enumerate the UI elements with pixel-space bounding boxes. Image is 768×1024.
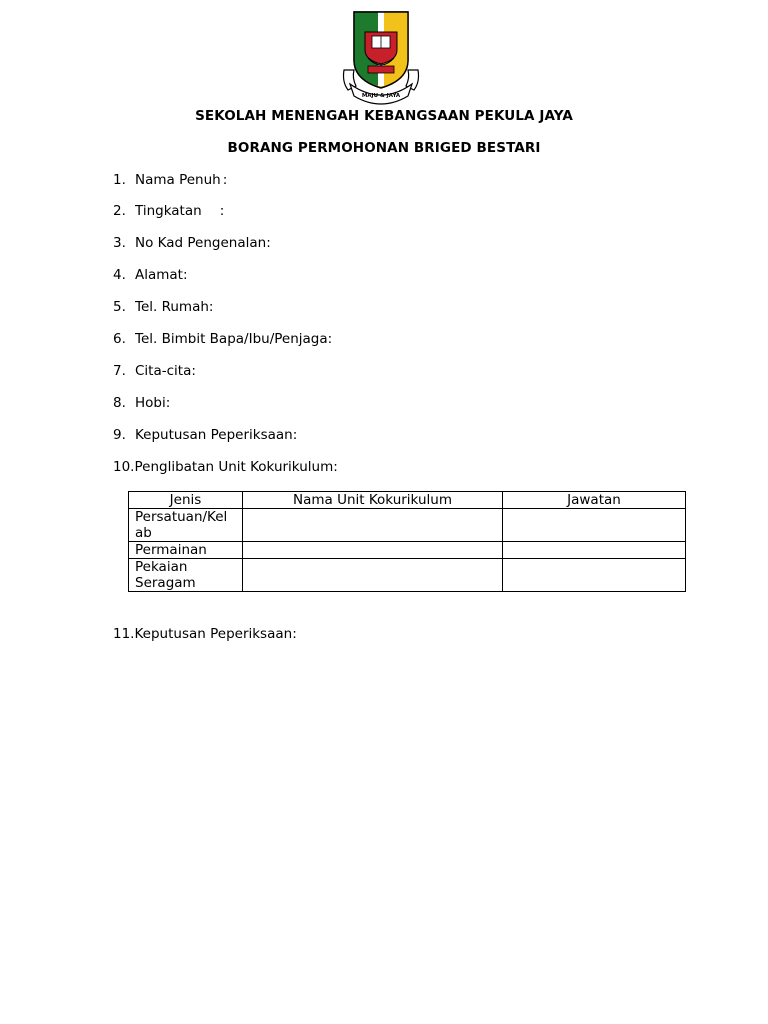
field-label: Nama Penuh <box>135 172 221 188</box>
field-separator: : <box>165 395 171 411</box>
jenis-label: Pekaian Seragam <box>135 559 196 591</box>
field-tel-bimbit <box>113 331 332 347</box>
field-label: Cita-cita <box>135 363 192 379</box>
form-title: BORANG PERMOHONAN BRIGED BESTARI <box>227 140 541 156</box>
field-number: 2. <box>113 203 126 219</box>
cell-nama-unit[interactable] <box>243 509 503 542</box>
field-keputusan-peperiksaan <box>113 427 297 443</box>
field-no-kad-pengenalan <box>113 235 271 251</box>
field-number: 6. <box>113 331 126 347</box>
field-penglibatan-unit <box>113 459 338 475</box>
field-tingkatan <box>113 203 224 219</box>
field-label: Tel. Rumah <box>135 299 209 315</box>
field-separator: : <box>219 203 225 219</box>
field-separator: : <box>266 235 271 251</box>
field-number: 11. <box>113 626 135 642</box>
field-label: No Kad Pengenalan <box>135 235 267 251</box>
field-number: 8. <box>113 395 126 411</box>
table-row <box>129 559 686 592</box>
field-number: 5. <box>113 299 126 315</box>
table-row <box>129 542 686 559</box>
cell-nama-unit[interactable] <box>243 542 503 559</box>
field-cita-cita <box>113 363 196 379</box>
crest-motto: MAJU & JAYA <box>361 93 401 99</box>
field-label: Tingkatan <box>135 203 202 219</box>
cell-jenis <box>129 509 243 542</box>
field-label: Alamat <box>135 267 183 283</box>
field-keputusan-peperiksaan-2 <box>113 626 297 642</box>
field-label: Keputusan Peperiksaan <box>135 427 293 443</box>
field-label: Penglibatan Unit Kokurikulum <box>134 459 334 475</box>
cell-jawatan[interactable] <box>503 542 686 559</box>
field-separator: : <box>182 267 188 283</box>
kokurikulum-table <box>128 491 686 592</box>
field-number: 10. <box>113 459 135 475</box>
field-separator: : <box>292 427 298 443</box>
table-header-row <box>129 492 686 509</box>
field-number: 3. <box>113 235 126 251</box>
header-nama-unit: Nama Unit Kokurikulum <box>243 492 503 509</box>
school-name: SEKOLAH MENENGAH KEBANGSAAN PEKULA JAYA <box>195 108 573 124</box>
field-number: 1. <box>113 172 126 188</box>
cell-jawatan[interactable] <box>503 559 686 592</box>
field-label: Tel. Bimbit Bapa/Ibu/Penjaga <box>135 331 328 347</box>
field-label: Hobi <box>135 395 166 411</box>
field-separator: : <box>327 331 333 347</box>
field-hobi <box>113 395 170 411</box>
field-separator: : <box>208 299 214 315</box>
header-jenis: Jenis <box>129 492 243 509</box>
field-separator: : <box>191 363 196 379</box>
school-crest-logo <box>338 8 424 106</box>
field-number: 7. <box>113 363 126 379</box>
field-nama-penuh <box>113 172 227 188</box>
cell-nama-unit[interactable] <box>243 559 503 592</box>
cell-jenis: Permainan <box>129 542 243 559</box>
field-separator: : <box>222 172 228 188</box>
field-alamat <box>113 267 188 283</box>
cell-jawatan[interactable] <box>503 509 686 542</box>
cell-jenis <box>129 559 243 592</box>
header-jawatan: Jawatan <box>503 492 686 509</box>
field-separator: : <box>292 626 297 642</box>
field-number: 4. <box>113 267 126 283</box>
field-tel-rumah <box>113 299 213 315</box>
field-number: 9. <box>113 427 126 443</box>
jenis-label: Persatuan/Kel ab <box>135 509 228 541</box>
table-row <box>129 509 686 542</box>
field-separator: : <box>333 459 338 475</box>
field-label: Keputusan Peperiksaan <box>134 626 293 642</box>
